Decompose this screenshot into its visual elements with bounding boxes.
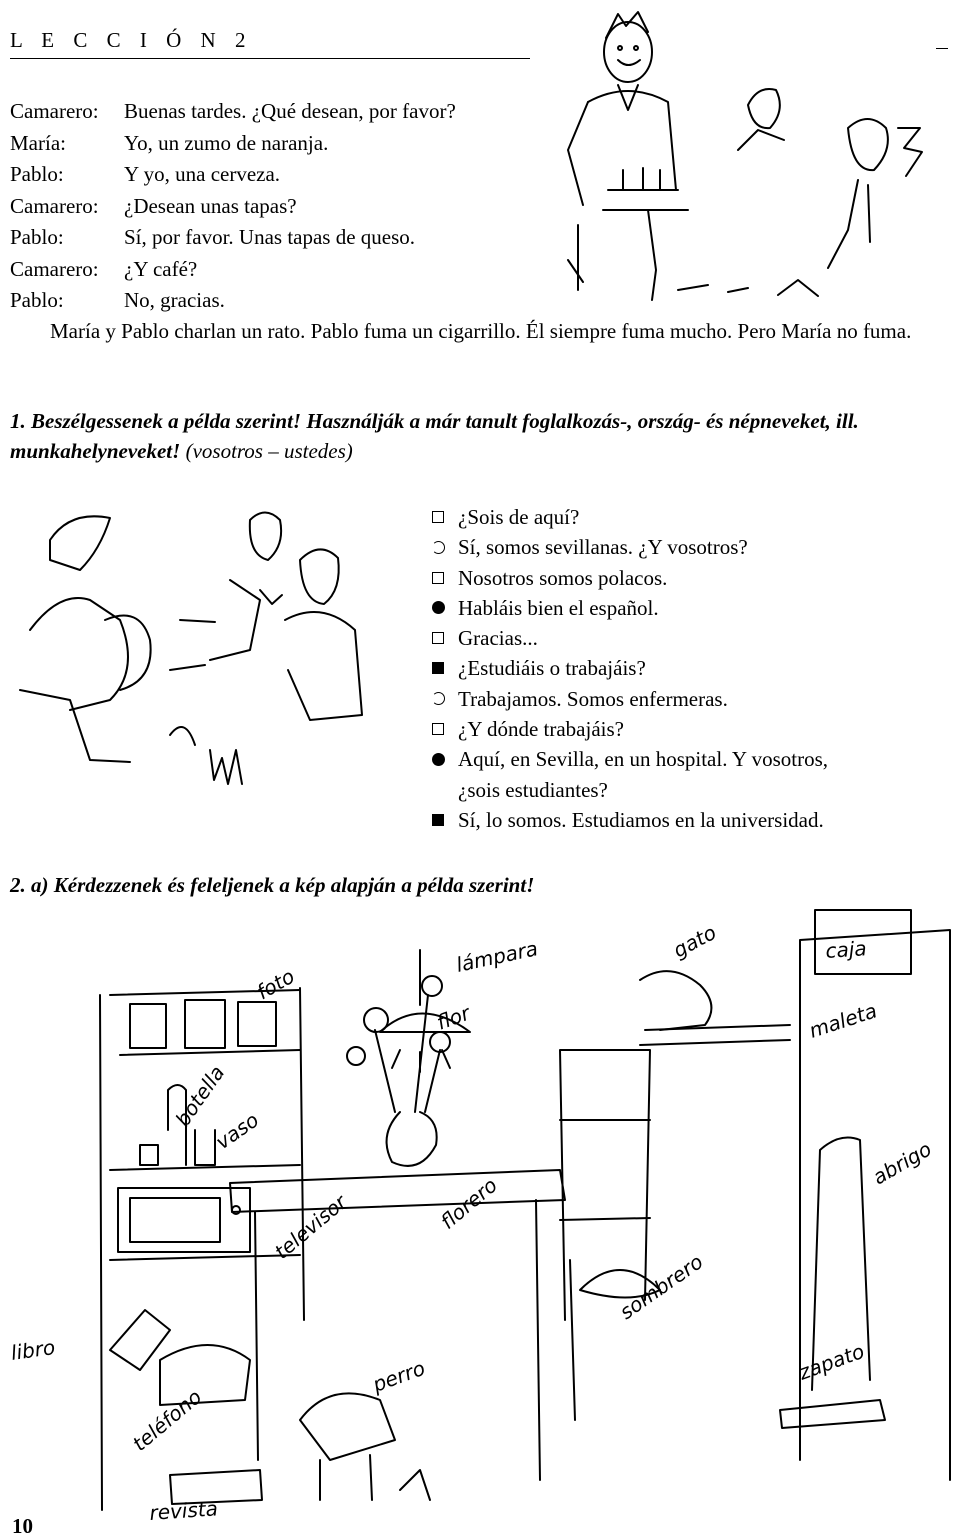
exchange-continuation: ¿sois estudiantes? (458, 777, 608, 802)
label-lampara: lámpara (454, 936, 540, 977)
box-marker-icon (432, 502, 458, 532)
speaker: Pablo: (10, 225, 64, 249)
square-marker-icon (432, 653, 458, 683)
exchange-line (432, 805, 952, 835)
speaker: Pablo: (10, 288, 64, 312)
speaker: Camarero: (10, 256, 99, 281)
cafe-dialogue (10, 96, 570, 317)
exchange-text: Sí, somos sevillanas. ¿Y vosotros? (458, 535, 748, 560)
dialogue-line (10, 128, 570, 160)
task-1-note: (vosotros – ustedes) (180, 439, 353, 463)
label-gato: gato (669, 920, 721, 963)
label-maleta: maleta (806, 998, 880, 1043)
dialogue-line (10, 96, 570, 128)
exchange-line (432, 744, 952, 774)
lesson-title: L E C C I Ó N 2 (10, 28, 253, 52)
lesson-header (10, 28, 530, 59)
square-marker-icon (432, 805, 458, 835)
room-illustration (0, 900, 960, 1530)
utterance: Y yo, una cerveza. (124, 162, 281, 186)
label-botella: botella (170, 1061, 230, 1131)
exchange-line (432, 532, 952, 562)
utterance: No, gracias. (124, 288, 225, 312)
half-circle-marker-icon (432, 532, 458, 562)
label-sombrero: sombrero (615, 1249, 708, 1325)
dialogue-line (10, 285, 570, 317)
label-florero: florero (435, 1172, 502, 1234)
speaker: Pablo: (10, 162, 64, 186)
dot-marker-icon (432, 744, 458, 774)
exchange-text: Gracias... (458, 626, 538, 651)
exchange-line (432, 684, 952, 714)
label-foto: foto (252, 963, 299, 1005)
utterance: Sí, por favor. Unas tapas de queso. (124, 225, 416, 249)
utterance: ¿Desean unas tapas? (124, 193, 297, 218)
dialogue-line (10, 254, 570, 286)
label-perro: perro (369, 1355, 429, 1397)
box-marker-icon (432, 563, 458, 593)
label-vaso: vaso (211, 1107, 264, 1155)
dialogue-line (10, 191, 570, 223)
exchange-line (432, 623, 952, 653)
exchange-line (432, 714, 952, 744)
label-libro: libro (9, 1335, 57, 1365)
task-1-text: 1. Beszélgessenek a példa szerint! Használják a már tanult foglalkozás-, ország- és népneveket, ill. munkahelyneveket! (10, 409, 859, 463)
exchange-text: ¿Estudiáis o trabajáis? (458, 656, 646, 681)
utterance: Buenas tardes. ¿Qué desean, por favor? (124, 99, 456, 123)
utterance: Yo, un zumo de naranja. (124, 130, 329, 155)
exchange-line (432, 653, 952, 683)
label-televisor: televisor (269, 1189, 352, 1264)
exchange-text: ¿Y dónde trabajáis? (458, 717, 624, 742)
dot-marker-icon (432, 593, 458, 623)
exchange-text: ¿Sois de aquí? (458, 505, 580, 529)
speaker: Camarero: (10, 99, 99, 123)
task-2-instruction: 2. a) Kérdezzenek és feleljenek a kép alapján a példa szerint! (10, 873, 535, 897)
waiter-illustration (548, 10, 948, 310)
label-zapato: zapato (795, 1338, 868, 1385)
label-abrigo: abrigo (868, 1136, 936, 1190)
label-flor: flor (433, 1000, 474, 1035)
exchange-text: Trabajamos. Somos enfermeras. (458, 686, 728, 711)
dialogue-line (10, 222, 570, 254)
label-telefono: teléfono (127, 1384, 207, 1456)
box-marker-icon (432, 623, 458, 653)
exchange-text: Aquí, en Sevilla, en un hospital. Y vosotros, (458, 747, 828, 772)
utterance: ¿Y café? (124, 256, 198, 281)
exchange-text: Habláis bien el español. (458, 595, 659, 620)
dialogue-line (10, 159, 570, 191)
exchange-text: Sí, lo somos. Estudiamos en la universidad. (458, 807, 824, 832)
task-1-instruction (10, 406, 955, 466)
exchange-line (432, 593, 952, 623)
half-circle-marker-icon (432, 684, 458, 714)
speaker: María: (10, 130, 66, 155)
speaker: Camarero: (10, 193, 99, 218)
narrative: María y Pablo charlan un rato. Pablo fuma un cigarrillo. Él siempre fuma mucho. Pero María no fuma. (50, 319, 912, 343)
exchange-text: Nosotros somos polacos. (458, 565, 668, 590)
label-revista: revista (148, 1496, 219, 1525)
exchange-line (432, 563, 952, 593)
example-exchange (432, 502, 952, 835)
page-number: 10 (12, 1514, 33, 1538)
group-illustration (10, 500, 420, 810)
exchange-line (432, 502, 952, 532)
label-caja: caja (824, 936, 868, 963)
box-marker-icon (432, 714, 458, 744)
